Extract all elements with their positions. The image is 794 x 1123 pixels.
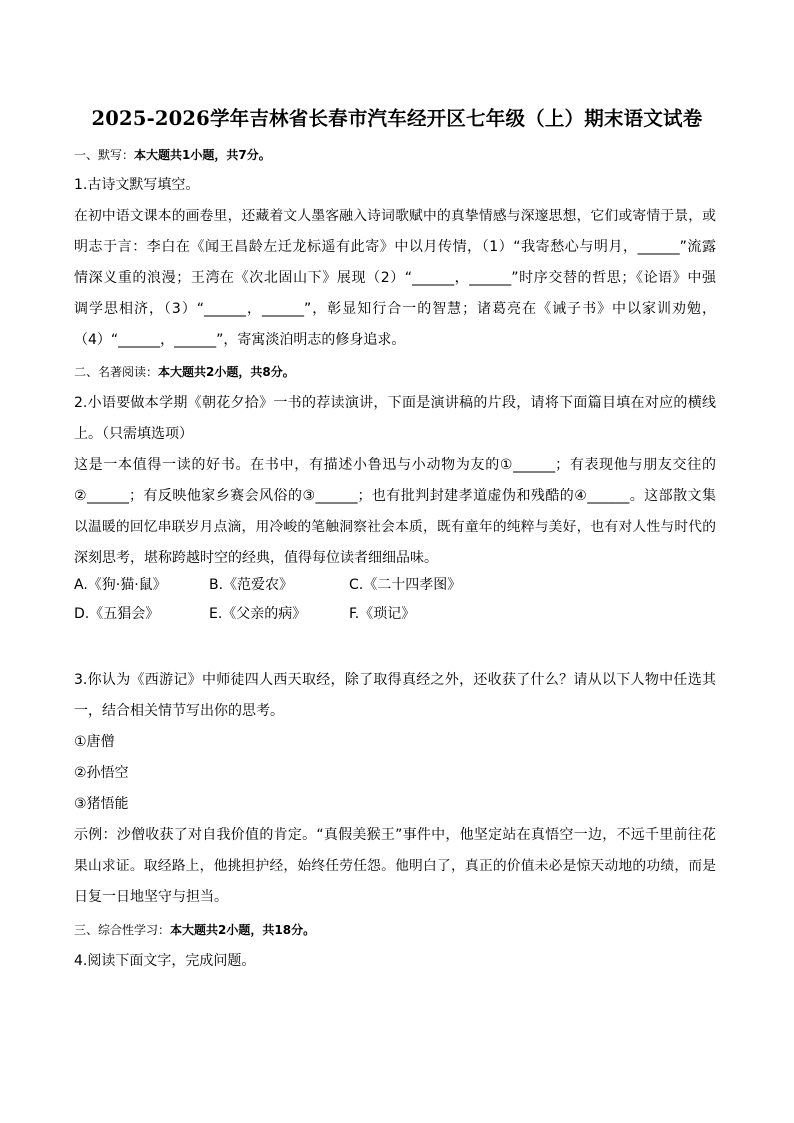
section-label: 三、综合性学习： (74, 923, 171, 937)
section-heading-3 (74, 920, 315, 940)
question-3-text-line: 一，结合相关情节写出你的思考。 (74, 703, 284, 719)
option-f: F.《琐记》 (349, 606, 416, 622)
question-1-text-line: 情深义重的浪漫；王湾在《次北固山下》展现（2）“______，______”时序交替的哲思；《论语》中强 (74, 270, 716, 286)
page-title: 2025-2026学年吉林省长春市汽车经开区七年级（上）期末语文试卷 (91, 107, 703, 130)
section-heading-1 (74, 145, 271, 165)
section-info: 本大题共2小题，共8分。 (158, 365, 295, 379)
option-d: D.《五猖会》 (74, 606, 160, 622)
section-info: 本大题共1小题，共7分。 (134, 148, 271, 162)
question-1-text-line: （4）“______，______”，寄寓淡泊明志的修身追求。 (74, 332, 406, 348)
question-4-heading: 4.阅读下面文字，完成问题。 (74, 953, 256, 969)
section-info: 本大题共2小题，共18分。 (170, 923, 316, 937)
section-heading-2 (74, 362, 295, 382)
question-2-text-line: 上。（只需填选项） (74, 426, 193, 442)
section-label: 二、名著阅读： (74, 365, 159, 379)
character-choice: ①唐僧 (74, 734, 115, 750)
question-2-text-line: 以温暖的回忆串联岁月点滴，用冷峻的笔触洞察社会本质，既有童年的纯粹与美好，也有对人性与时代的 (74, 519, 716, 535)
option-c: C.《二十四孝图》 (349, 577, 462, 593)
option-e: E.《父亲的病》 (209, 606, 307, 622)
option-a: A.《狗·猫·鼠》 (74, 577, 167, 593)
question-2-text-line: ②______；有反映他家乡赛会风俗的③______；也有批判封建孝道虚伪和残酷的④______。这部散文集 (74, 488, 716, 504)
option-b: B.《范爱农》 (209, 577, 294, 593)
question-1-text-line: 明志于言：李白在《闻王昌龄左迁龙标遥有此寄》中以月传情，（1）“我寄愁心与明月，______”流露 (74, 239, 716, 255)
question-3-text-line: 3.你认为《西游记》中师徒四人西天取经，除了取得真经之外，还收获了什么？请从以下人物中任选其 (74, 672, 716, 688)
question-1-text-line: 在初中语文课本的画卷里，还藏着文人墨客融入诗词歌赋中的真挚情感与深邃思想，它们或寄情于景，或 (74, 208, 716, 224)
example-answer-line: 日复一日地坚守与担当。 (74, 889, 228, 905)
section-label: 一、默写： (74, 148, 135, 162)
example-answer-line: 果山求证。取经路上，他挑担护经，始终任劳任怨。他明白了，真正的价值未必是惊天动地的功绩，而是 (74, 858, 716, 874)
character-choice: ②孙悟空 (74, 765, 129, 781)
question-1-heading: 1.古诗文默写填空。 (74, 177, 200, 193)
question-1-text-line: 调学思相济，（3）“______，______”，彰显知行合一的智慧；诸葛亮在《诫子书》中以家训劝勉， (74, 301, 716, 317)
question-2-text-line: 这是一本值得一读的好书。在书中，有描述小鲁迅与小动物为友的①______；有表现他与朋友交往的 (74, 457, 716, 473)
character-choice: ③猪悟能 (74, 796, 129, 812)
question-2-text-line: 深刻思考，堪称跨越时空的经典，值得每位读者细细品味。 (74, 550, 438, 566)
question-2-text-line: 2.小语要做本学期《朝花夕拾》一书的荐读演讲，下面是演讲稿的片段，请将下面篇目填在对应的横线 (74, 395, 716, 411)
example-answer-line: 示例：沙僧收获了对自我价值的肯定。“真假美猴王”事件中，他坚定站在真悟空一边，不远千里前往花 (74, 827, 716, 843)
